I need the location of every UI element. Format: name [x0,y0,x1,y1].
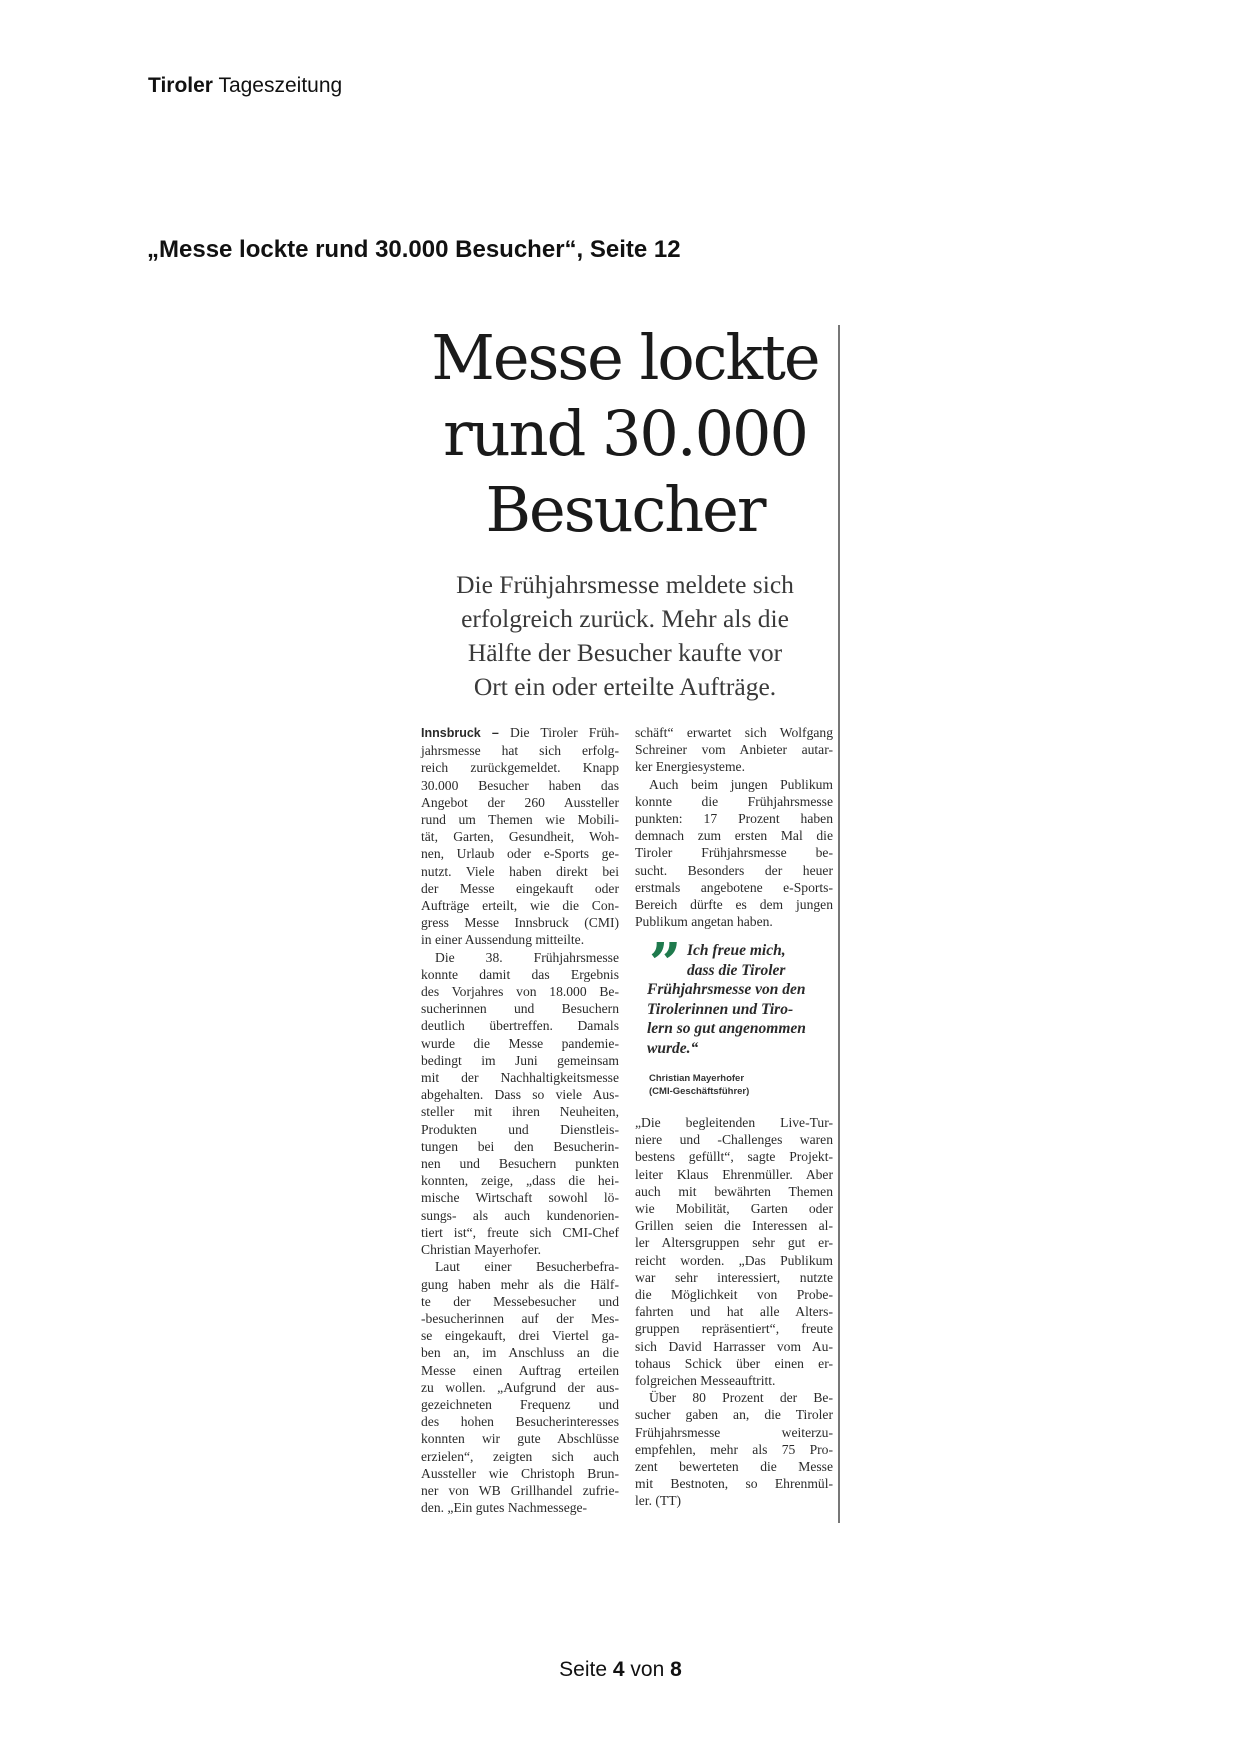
body-text-line: mit der Nachhaltigkeitsmesse [421,1070,619,1086]
body-text-line: bedingt im Juni gemeinsam [421,1052,619,1068]
body-text-line: empfehlen, mehr als 75 Pro- [635,1441,833,1457]
body-text-line: Die 38. Frühjahrsmesse [435,949,619,965]
body-text-line: Bereich dürfte es dem jungen [635,897,833,913]
body-text-line: konnte die Frühjahrsmesse [635,793,833,809]
subheadline [420,568,830,704]
body-text-line: konnte damit das Ergebnis [421,966,619,982]
quote-mark-icon: ” [649,931,682,997]
body-text-line: ler. (TT) [635,1493,682,1509]
publication-name-bold: Tiroler [148,74,213,97]
pull-quote-line: lern so gut angenommen [647,1020,806,1038]
body-text-line: die Möglichkeit von Probe- [635,1287,833,1303]
subheadline-line: Ort ein oder erteilte Aufträge. [473,672,777,701]
body-text-line: gress Messe Innsbruck (CMI) [421,915,619,931]
body-text-line: sich David Harrasser vom Au- [635,1338,833,1354]
body-text-line: wurde die Messe pandemie- [421,1035,619,1051]
body-text-line: te der Messebesucher und [421,1293,619,1309]
body-text-line: zent bewerteten die Messe [635,1459,833,1475]
body-text-line: konnten, zeige, „dass die hei- [421,1173,619,1189]
footer-middle: von [630,1658,665,1681]
quote-author: Christian Mayerhofer [649,1073,745,1084]
body-text-line: niere und -Challenges waren [635,1132,833,1148]
pull-quote-line: wurde.“ [647,1039,699,1057]
body-column-1 [421,724,619,1516]
page-footer [0,1658,1241,1682]
pull-quote-source [649,1072,749,1098]
article-clipping [420,320,840,1520]
pull-quote-line: Frühjahrsmesse von den [647,981,806,999]
body-text-line: sungs- als auch kundenorien- [421,1207,619,1223]
subheadline-line: Hälfte der Besucher kaufte vor [467,638,783,667]
body-text-line: ler Altersgruppen sehr gut er- [635,1235,833,1251]
body-text-line: demnach zum ersten Mal die [635,828,833,844]
body-text-line: tiert ist“, freute sich CMI-Chef [421,1224,619,1240]
body-text-line: rund um Themen wie Mobili- [421,812,619,828]
body-text-line: auch mit bewährten Themen [635,1183,833,1199]
body-text-line: Aussteller wie Christoph Brun- [421,1465,619,1481]
body-text-line: tungen bei den Besucherin- [421,1138,619,1154]
body-text-line: sucht. Besonders der heuer [635,862,833,878]
pull-quote [647,941,837,1059]
body-text-line: deutlich übertreffen. Damals [421,1018,619,1034]
body-text-line: abgehalten. Dass so viele Aus- [421,1087,619,1103]
body-text-line: Schreiner vom Anbieter autar- [635,742,833,758]
body-text-line: mische Wirtschaft sowohl lö- [421,1190,619,1206]
article-reference: „Messe lockte rund 30.000 Besucher“, Seite 12 [147,236,681,263]
headline [420,320,830,548]
body-text-line: gezeichneten Frequenz und [421,1396,619,1412]
body-text-line: ner von WB Grillhandel zufrie- [421,1482,619,1498]
subheadline-line: Die Frühjahrsmesse meldete sich [456,570,794,599]
body-text-line: Tiroler Frühjahrsmesse be- [635,845,833,861]
body-text-line: Laut einer Besucherbefra- [435,1259,619,1275]
body-text-line: Angebot der 260 Aussteller [421,794,619,810]
body-text-line: wie Mobilität, Garten oder [635,1201,833,1217]
body-text-line: sucherinnen und Besuchern [421,1001,619,1017]
body-text-line: bestens gefüllt“, sagte Projekt- [635,1149,833,1165]
body-text-line: jahrsmesse hat sich erfolg- [421,743,619,759]
body-text-line: reich zurückgemeldet. Knapp [421,760,619,776]
body-text-line: sucher gaben an, die Tiroler [635,1407,833,1423]
publication-name-rest: Tageszeitung [218,74,343,97]
body-text-line [421,724,619,742]
body-text-line: erzielen“, zeigten sich auch [421,1448,619,1464]
body-text-line: erstmals angebotene e-Sports- [635,879,833,895]
body-text-line: Über 80 Prozent der Be- [649,1390,833,1406]
body-text-line: gung haben mehr als die Hälf- [421,1276,619,1292]
body-column-2-top [635,724,833,930]
body-text-line: steller mit ihren Neuheiten, [421,1104,619,1120]
pull-quote-line: dass die Tiroler [687,961,786,979]
body-text-line: den. „Ein gutes Nachmessege- [421,1500,588,1516]
body-text-line: Grillen seien die Interessen al- [635,1218,833,1234]
body-text-line: tät, Garten, Gesundheit, Woh- [421,829,619,845]
pull-quote-line: Tirolerinnen und Tiro- [647,1000,794,1018]
body-text-line: punkten: 17 Prozent haben [635,811,833,827]
body-text-line: Christian Mayerhofer. [421,1242,542,1258]
body-text-line: Produkten und Dienstleis- [421,1121,619,1137]
publication-header [148,74,342,98]
body-column-2-bottom [635,1114,833,1510]
body-text-line: folgreichen Messeauftritt. [635,1373,776,1389]
body-text-line: mit Bestnoten, so Ehrenmül- [635,1476,833,1492]
total-pages: 8 [670,1658,682,1681]
body-text-line: war sehr interessiert, nutzte [635,1269,833,1285]
body-text-line: -besucherinnen auf der Mes- [421,1310,619,1326]
body-text-line: se eingekauft, drei Viertel ga- [421,1328,619,1344]
body-text-line: in einer Aussendung mitteilte. [421,932,585,948]
body-text-line: 30.000 Besucher haben das [421,777,619,793]
body-text-line: nutzt. Viele haben direkt bei [421,863,619,879]
body-text-line: Publikum angetan haben. [635,914,773,930]
footer-prefix: Seite [559,1658,608,1681]
body-text-line: gruppen repräsentiert“, freute [635,1321,833,1337]
body-text: Die Tiroler Früh- [498,725,619,740]
body-text-line: Auch beim jungen Publikum [649,776,833,792]
body-text-line: Aufträge erteilt, wie die Con- [421,898,619,914]
body-text-line: des Vorjahres von 18.000 Be- [421,984,619,1000]
body-text-line: schäft“ erwartet sich Wolfgang [635,725,833,740]
body-text-line: „Die begleitenden Live-Tur- [635,1115,833,1130]
body-text-line: Messe einen Auftrag erteilen [421,1362,619,1378]
headline-line: rund 30.000 [443,397,807,470]
body-text-line: ker Energiesysteme. [635,759,745,775]
body-text-line: des hohen Besucherinteresses [421,1414,619,1430]
body-text-line: konnten wir gute Abschlüsse [421,1431,619,1447]
quote-author-role: (CMI-Geschäftsführer) [649,1086,750,1097]
headline-line: Messe lockte [431,321,819,394]
body-text-line: Frühjahrsmesse weiterzu- [635,1424,833,1440]
subheadline-line: erfolgreich zurück. Mehr als die [461,604,789,633]
current-page: 4 [612,1658,625,1681]
body-text-line: zu wollen. „Aufgrund der aus- [421,1379,619,1395]
body-text-line: tohaus Schick über einen er- [635,1355,833,1371]
body-text-line: nen, Urlaub oder e-Sports ge- [421,846,619,862]
body-text-line: nen und Besuchern punkten [421,1156,619,1172]
headline-line: Besucher [485,473,765,546]
dateline: Innsbruck – [421,726,499,740]
body-text-line: reicht worden. „Das Publikum [635,1252,833,1268]
body-text-line: ben an, im Anschluss an die [421,1345,619,1361]
body-text-line: der Messe eingekauft oder [421,880,619,896]
body-text-line: fahrten und hat alle Alters- [635,1304,833,1320]
pull-quote-line: Ich freue mich, [687,942,786,959]
body-text-line: leiter Klaus Ehrenmüller. Aber [635,1166,833,1182]
